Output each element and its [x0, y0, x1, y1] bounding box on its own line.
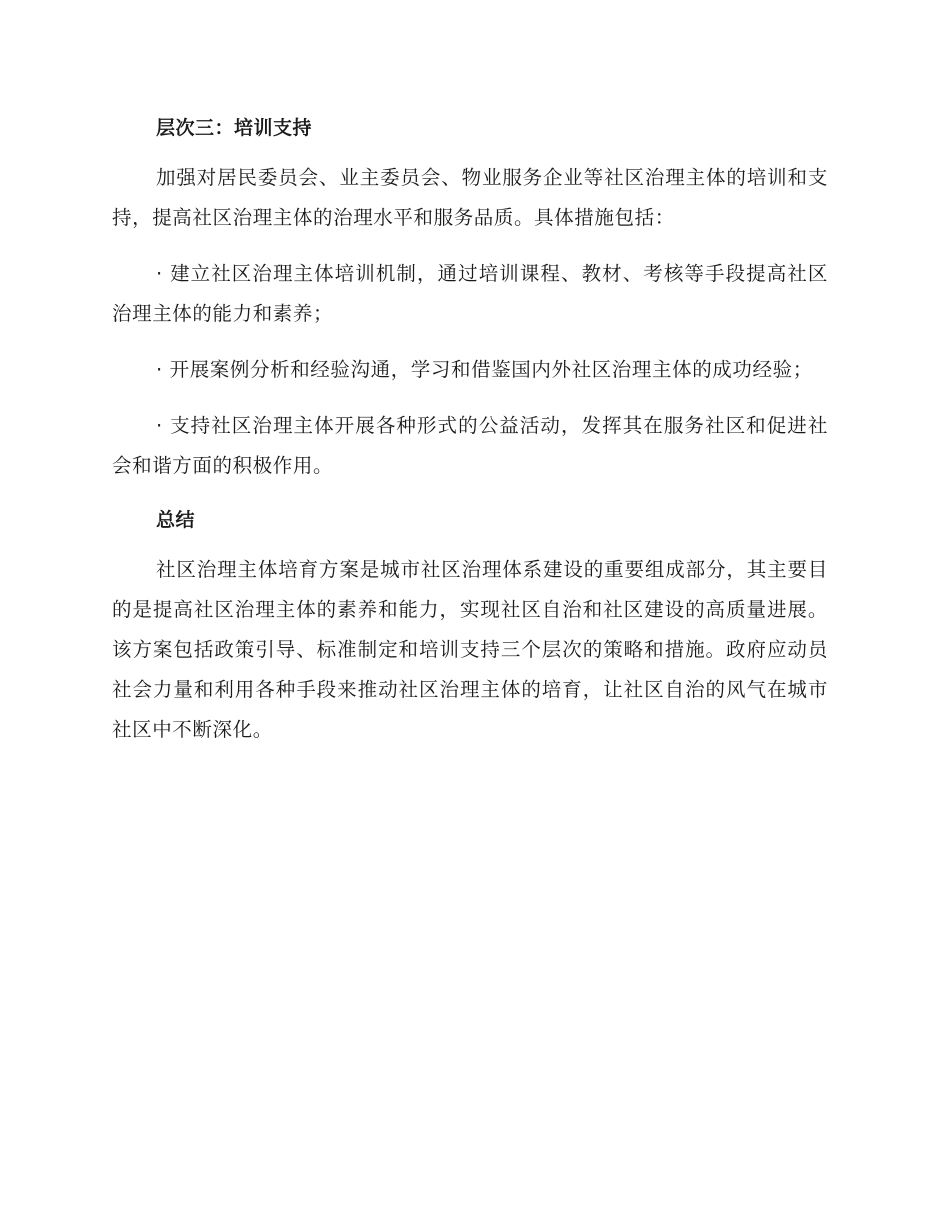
- bullet-item-training-mechanism: · 建立社区治理主体培训机制，通过培训课程、教材、考核等手段提高社区治理主体的能力和素养；: [112, 262, 828, 325]
- paragraph-summary: 社区治理主体培育方案是城市社区治理体系建设的重要组成部分，其主要目的是提高社区治理主体的素养和能力，实现社区自治和社区建设的高质量进展。该方案包括政策引导、标准制定和培训支持三个层次的策略和措施。政府应动员社会力量和利用各种手段来推动社区治理主体的培育，让社区自治的风气在城市社区中不断深化。: [112, 558, 828, 741]
- paragraph-training-intro: 加强对居民委员会、业主委员会、物业服务企业等社区治理主体的培训和支持，提高社区治理主体的治理水平和服务品质。具体措施包括：: [112, 166, 828, 229]
- bullet-item-case-analysis: · 开展案例分析和经验沟通，学习和借鉴国内外社区治理主体的成功经验；: [156, 358, 813, 381]
- section-heading-summary: 总结: [156, 509, 196, 531]
- section-heading-training-support: 层次三：培训支持: [156, 117, 313, 139]
- bullet-item-public-welfare: · 支持社区治理主体开展各种形式的公益活动，发挥其在服务社区和促进社会和谐方面的积极作用。: [112, 414, 828, 477]
